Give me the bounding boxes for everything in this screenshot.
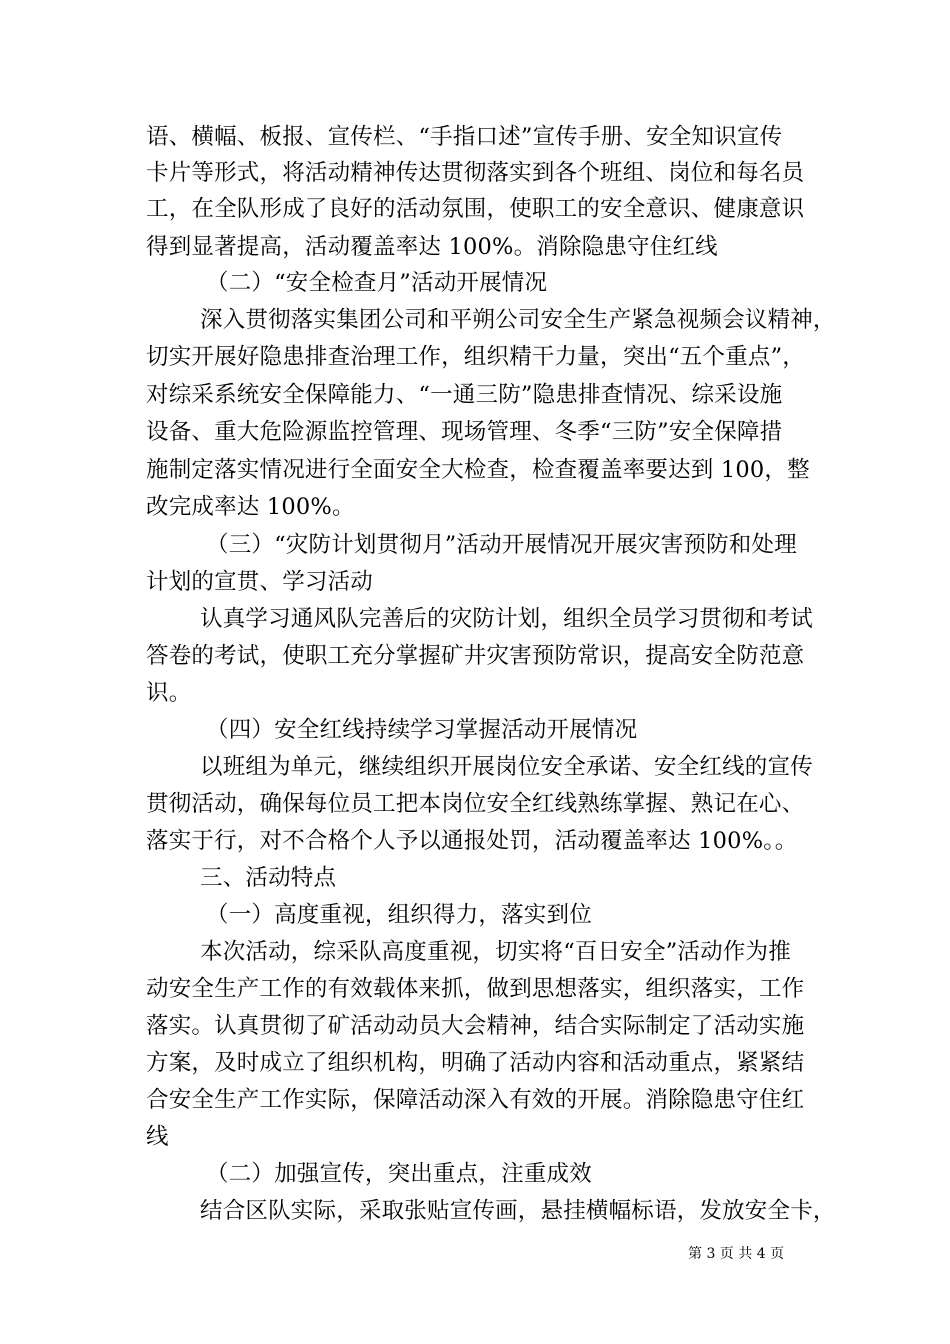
- section-heading: （二）加强宣传，突出重点，注重成效: [206, 1161, 592, 1187]
- body-line: 深入贯彻落实集团公司和平朔公司安全生产紧急视频会议精神，: [200, 307, 836, 333]
- body-line: 卡片等形式，将活动精神传达贯彻落实到各个班组、岗位和每名员: [146, 160, 805, 186]
- body-line: 施制定落实情况进行全面安全大检查，检查覆盖率要达到 100，整: [146, 457, 810, 483]
- body-line: 以班组为单元，继续组织开展岗位安全承诺、安全红线的宣传: [200, 754, 813, 780]
- body-line: 认真学习通风队完善后的灾防计划，组织全员学习贯彻和考试: [200, 606, 813, 632]
- body-line: 贯彻活动，确保每位员工把本岗位安全红线熟练掌握、熟记在心、: [146, 791, 805, 817]
- section-heading: （二）“安全检查月”活动开展情况: [206, 270, 548, 296]
- body-line: 动安全生产工作的有效载体来抓，做到思想落实，组织落实，工作: [146, 976, 805, 1002]
- body-line: 落实于行，对不合格个人予以通报处罚，活动覆盖率达 100%。。: [146, 828, 798, 854]
- body-line: 答卷的考试，使职工充分掌握矿井灾害预防常识，提高安全防范意: [146, 643, 805, 669]
- body-line: 识。: [146, 680, 192, 706]
- body-line: 得到显著提高，活动覆盖率达 100%。消除隐患守住红线: [146, 234, 718, 260]
- body-line: 语、横幅、板报、宣传栏、“手指口述”宣传手册、安全知识宣传: [146, 124, 783, 150]
- body-line: 合安全生产工作实际，保障活动深入有效的开展。消除隐患守住红: [146, 1087, 805, 1113]
- section-heading: （四）安全红线持续学习掌握活动开展情况: [206, 717, 638, 743]
- body-line: 设备、重大危险源监控管理、现场管理、冬季“三防”安全保障措: [146, 419, 783, 445]
- section-heading: 三、活动特点: [200, 865, 337, 891]
- body-line: 方案，及时成立了组织机构，明确了活动内容和活动重点，紧紧结: [146, 1050, 805, 1076]
- body-line: 切实开展好隐患排查治理工作，组织精干力量，突出“五个重点”，: [146, 344, 806, 370]
- section-heading: （一）高度重视，组织得力，落实到位: [206, 902, 592, 928]
- body-line: 结合区队实际，采取张贴宣传画，悬挂横幅标语，发放安全卡，: [200, 1198, 836, 1224]
- body-line: 对综采系统安全保障能力、“一通三防”隐患排查情况、综采设施: [146, 382, 783, 408]
- body-line: 改完成率达 100%。: [146, 494, 355, 520]
- body-line: 计划的宣贯、学习活动: [146, 569, 374, 595]
- body-line: 落实。认真贯彻了矿活动动员大会精神，结合实际制定了活动实施: [146, 1013, 805, 1039]
- body-line: 工，在全队形成了良好的活动氛围，使职工的安全意识、健康意识: [146, 196, 805, 222]
- body-line: 本次活动，综采队高度重视，切实将“百日安全”活动作为推: [200, 939, 791, 965]
- body-line: 线: [146, 1124, 169, 1150]
- page-number-footer: 第 3 页 共 4 页: [688, 1246, 785, 1262]
- section-heading: （三）“灾防计划贯彻月”活动开展情况开展灾害预防和处理: [206, 532, 797, 558]
